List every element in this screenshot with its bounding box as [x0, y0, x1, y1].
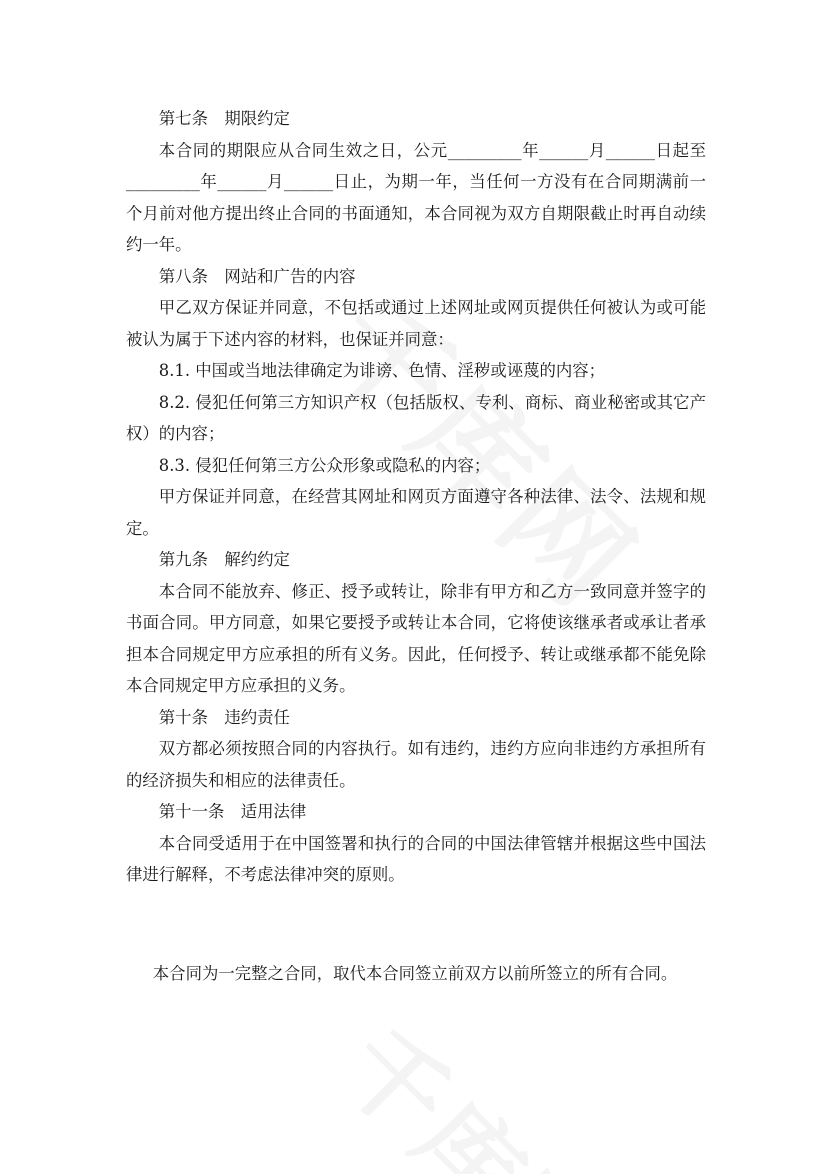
article-8-heading: 第八条 网站和广告的内容 [158, 266, 356, 286]
article-9-heading: 第九条 解约约定 [158, 550, 290, 569]
article-7-text: 本合同的期限应从合同生效之日，公元_________年______月______日起至_________年______月______日止，为期一年，当任何一方没有在合同期满前一个月前对他方提出终止合同的书面通知，本合同视为双方自期限截止时再自动续约一年。 [126, 140, 706, 254]
article-10-heading: 第十条 违约责任 [158, 707, 290, 727]
article-8-text: 甲乙双方保证并同意，不包括或通过上述网址或网页提供任何被认为或可能被认为属于下述内容的材料，也保证并同意： [126, 298, 706, 349]
article-8-item-3: 8.3. 侵犯任何第三方公众形象或隐私的内容； [158, 455, 491, 475]
article-11-text: 本合同受适用于在中国签署和执行的合同的中国法律管辖并根据这些中国法律进行解释，不考虑法律冲突的原则。 [126, 833, 706, 884]
article-10-text: 双方都必须按照合同的内容执行。如有违约，违约方应向非违约方承担所有的经济损失和相应的法律责任。 [126, 739, 706, 790]
article-8-guarantee: 甲方保证并同意，在经营其网址和网页方面遵守各种法律、法令、法规和规定。 [126, 487, 706, 538]
article-9-text: 本合同不能放弃、修正、授予或转让，除非有甲方和乙方一致同意并签字的书面合同。甲方同意，如果它要授予或转让本合同，它将使该继承者或承让者承担本合同规定甲方应承担的所有义务。因此，任何授予、转让或继承都不能免除本合同规定甲方应承担的义务。 [126, 581, 706, 695]
article-8-item-2: 8.2. 侵犯任何第三方知识产权（包括版权、专利、商标、商业秘密或其它产权）的内容； [126, 392, 706, 443]
article-8-item-1: 8.1. 中国或当地法律确定为诽谤、色情、淫秽或诬蔑的内容； [158, 361, 606, 380]
final-statement: 本合同为一完整之合同，取代本合同签立前双方以前所签立的所有合同。 [152, 964, 678, 983]
article-7-heading: 第七条 期限约定 [158, 109, 290, 128]
watermark [315, 991, 637, 1174]
contract-body [126, 103, 706, 891]
article-11-heading: 第十一条 适用法律 [158, 802, 307, 821]
